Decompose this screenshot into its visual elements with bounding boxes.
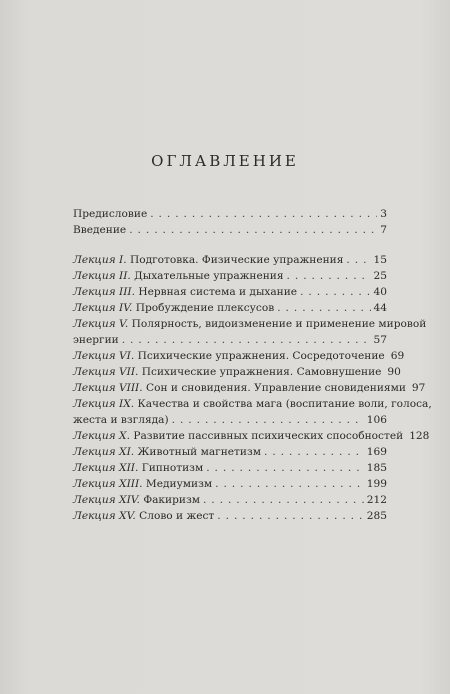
toc-page-number: 169: [366, 446, 387, 458]
toc-page-number: 90: [387, 366, 401, 378]
toc-entry-text-line1: Полярность, видоизменение и применение мировой: [131, 318, 427, 330]
toc-entry-text: энергии: [73, 334, 119, 346]
toc-page-number: 7: [380, 224, 387, 236]
toc-page-number: 212: [366, 494, 387, 506]
toc-entry-lecture-12[interactable]: [73, 460, 387, 476]
toc-entry-text: Развитие пассивных психических способностей: [133, 430, 404, 442]
toc-page-number: 3: [380, 208, 387, 220]
toc-entry-lecture-5[interactable]: [73, 316, 427, 348]
lecture-number: Лекция II.: [73, 270, 131, 282]
toc-entry-text: Психические упражнения. Самовнушение: [141, 366, 382, 378]
dot-leader: [277, 300, 370, 316]
toc-entry-preface[interactable]: [73, 206, 387, 222]
lecture-number: Лекция XIV.: [73, 494, 140, 506]
dot-leader: [203, 492, 364, 508]
toc-entry-text: Слово и жест: [139, 510, 215, 522]
toc-entry-text: Дыхательные упражнения: [134, 270, 284, 282]
lecture-number: Лекция IV.: [73, 302, 133, 314]
toc-front-matter: [73, 206, 387, 238]
toc-lectures: [73, 252, 432, 524]
toc-entry-lecture-4[interactable]: [73, 300, 387, 316]
toc-entry-text: Психические упражнения. Сосредоточение: [137, 350, 385, 362]
toc-page-number: 106: [366, 414, 387, 426]
toc-entry-lecture-9[interactable]: [73, 396, 432, 428]
toc-entry-text: Подготовка. Физические упражнения: [129, 254, 344, 266]
toc-page-number: 15: [373, 254, 387, 266]
toc-page-number: 69: [390, 350, 405, 362]
toc-entry-text: Пробуждение плексусов: [135, 302, 275, 314]
toc-entry-text: жеста и взгляда): [73, 414, 169, 426]
toc-entry-lecture-2[interactable]: [73, 268, 387, 284]
lecture-number: Лекция VIII.: [73, 382, 143, 394]
toc-entry-introduction[interactable]: [73, 222, 387, 238]
toc-page-number: 25: [373, 270, 387, 282]
lecture-number: Лекция VI.: [73, 350, 135, 362]
toc-entry-text: Медиумизм: [145, 478, 213, 490]
toc-entry-lecture-8[interactable]: [73, 380, 426, 396]
toc-entry-text: Введение: [73, 224, 127, 236]
toc-entry-lecture-11[interactable]: [73, 444, 387, 460]
dot-leader: [217, 508, 363, 524]
lecture-number: Лекция XII.: [73, 462, 139, 474]
lecture-number: Лекция X.: [73, 430, 130, 442]
lecture-number: Лекция I.: [73, 254, 127, 266]
dot-leader: [346, 252, 370, 268]
lecture-number: Лекция IX.: [73, 398, 135, 410]
dot-leader: [287, 268, 371, 284]
toc-page-number: 128: [409, 430, 430, 442]
dot-leader: [300, 284, 370, 300]
toc-page-number: 199: [366, 478, 387, 490]
page-title: ОГЛАВЛЕНИЕ: [151, 152, 299, 170]
dot-leader: [215, 476, 364, 492]
toc-entry-lecture-3[interactable]: [73, 284, 387, 300]
toc-entry-lecture-10[interactable]: [73, 428, 430, 444]
dot-leader: [122, 332, 371, 348]
toc-entry-text: Животный магнетизм: [137, 446, 261, 458]
lecture-number: Лекция XIII.: [73, 478, 143, 490]
toc-entry-text: Нервная система и дыхание: [138, 286, 298, 298]
lecture-number: Лекция XI.: [73, 446, 135, 458]
lecture-number: Лекция XV.: [73, 510, 136, 522]
toc-page-number: 57: [373, 334, 387, 346]
dot-leader: [129, 222, 377, 238]
dot-leader: [150, 206, 377, 222]
toc-entry-lecture-7[interactable]: [73, 364, 401, 380]
toc-entry-text: Гипнотизм: [141, 462, 204, 474]
toc-page-number: 97: [411, 382, 426, 394]
toc-entry-text: Сон и сновидения. Управление сновидениями: [145, 382, 406, 394]
dot-leader: [172, 412, 364, 428]
toc-page-number: 185: [366, 462, 387, 474]
toc-entry-lecture-1[interactable]: [73, 252, 387, 268]
dot-leader: [264, 444, 364, 460]
toc-entry-text: Факиризм: [143, 494, 200, 506]
toc-entry-lecture-6[interactable]: [73, 348, 405, 364]
dot-leader: [206, 460, 364, 476]
toc-page-number: 285: [366, 510, 387, 522]
toc-page-number: 44: [373, 302, 387, 314]
toc-entry-lecture-13[interactable]: [73, 476, 387, 492]
toc-entry-text: Предисловие: [73, 208, 148, 220]
lecture-number: Лекция VII.: [73, 366, 139, 378]
toc-page-number: 40: [373, 286, 387, 298]
toc-entry-text-line1: Качества и свойства мага (воспитание воли, голоса,: [137, 398, 432, 410]
lecture-number: Лекция III.: [73, 286, 135, 298]
toc-entry-lecture-15[interactable]: [73, 508, 387, 524]
lecture-number: Лекция V.: [73, 318, 129, 330]
toc-entry-lecture-14[interactable]: [73, 492, 387, 508]
